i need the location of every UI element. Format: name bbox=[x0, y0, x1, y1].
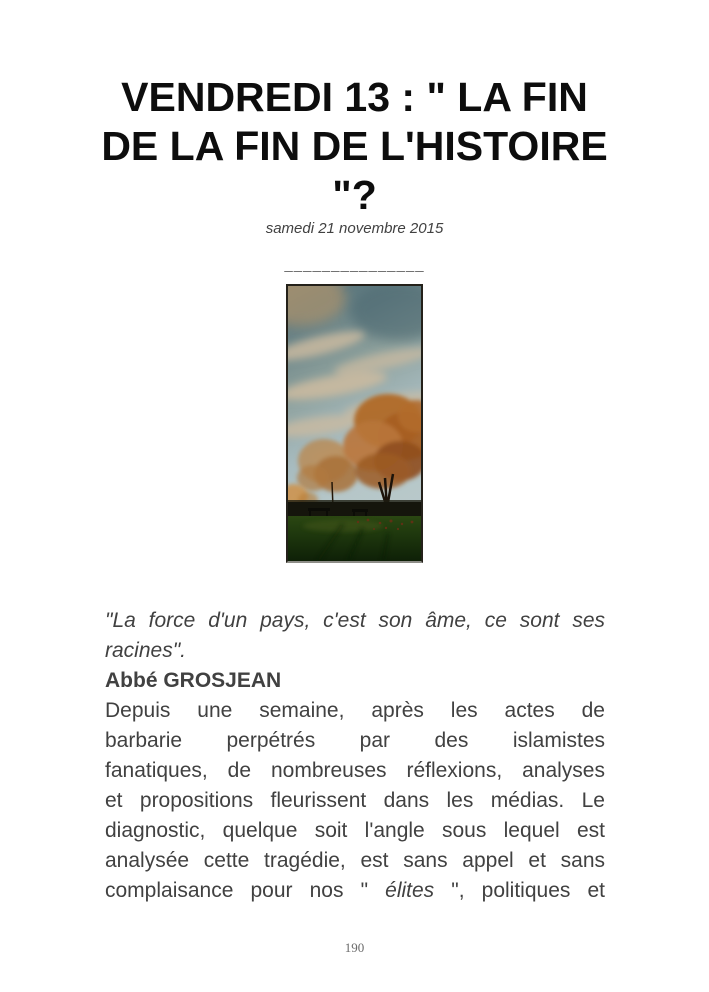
author-name: Abbé GROSJEAN bbox=[105, 669, 282, 692]
body-line-7-after: ", politiques et bbox=[434, 879, 605, 902]
body-line-5: diagnostic, quelque soit l'angle sous lequel est bbox=[105, 819, 605, 842]
quote-line-2: racines". bbox=[105, 639, 186, 662]
body-line-4: et propositions fleurissent dans les médias. Le bbox=[105, 789, 605, 812]
title-line-3: "? bbox=[332, 172, 377, 218]
body-line-2: barbarie perpétrés par des islamistes bbox=[105, 729, 605, 752]
body-line-7-italic: élites bbox=[385, 879, 435, 902]
body-line-6: analysée cette tragédie, est sans appel et sans bbox=[105, 849, 605, 872]
article-body bbox=[105, 606, 605, 906]
autumn-trees-photo bbox=[286, 284, 423, 563]
autumn-trees-illustration bbox=[288, 286, 421, 561]
divider-underscores: _______________ bbox=[284, 257, 425, 274]
body-line-7 bbox=[105, 876, 605, 906]
article-date: samedi 21 novembre 2015 bbox=[265, 220, 444, 237]
title-line-1: VENDREDI 13 : " LA FIN bbox=[121, 74, 588, 120]
page-number: 190 bbox=[344, 940, 365, 955]
page-title bbox=[0, 73, 709, 220]
body-line-7-before: complaisance pour nos " bbox=[105, 879, 386, 902]
title-line-2: DE LA FIN DE L'HISTOIRE bbox=[101, 123, 608, 169]
body-line-3: fanatiques, de nombreuses réflexions, analyses bbox=[105, 759, 605, 782]
body-line-1: Depuis une semaine, après les actes de bbox=[105, 699, 605, 722]
quote-line-1: "La force d'un pays, c'est son âme, ce sont ses bbox=[105, 609, 605, 632]
